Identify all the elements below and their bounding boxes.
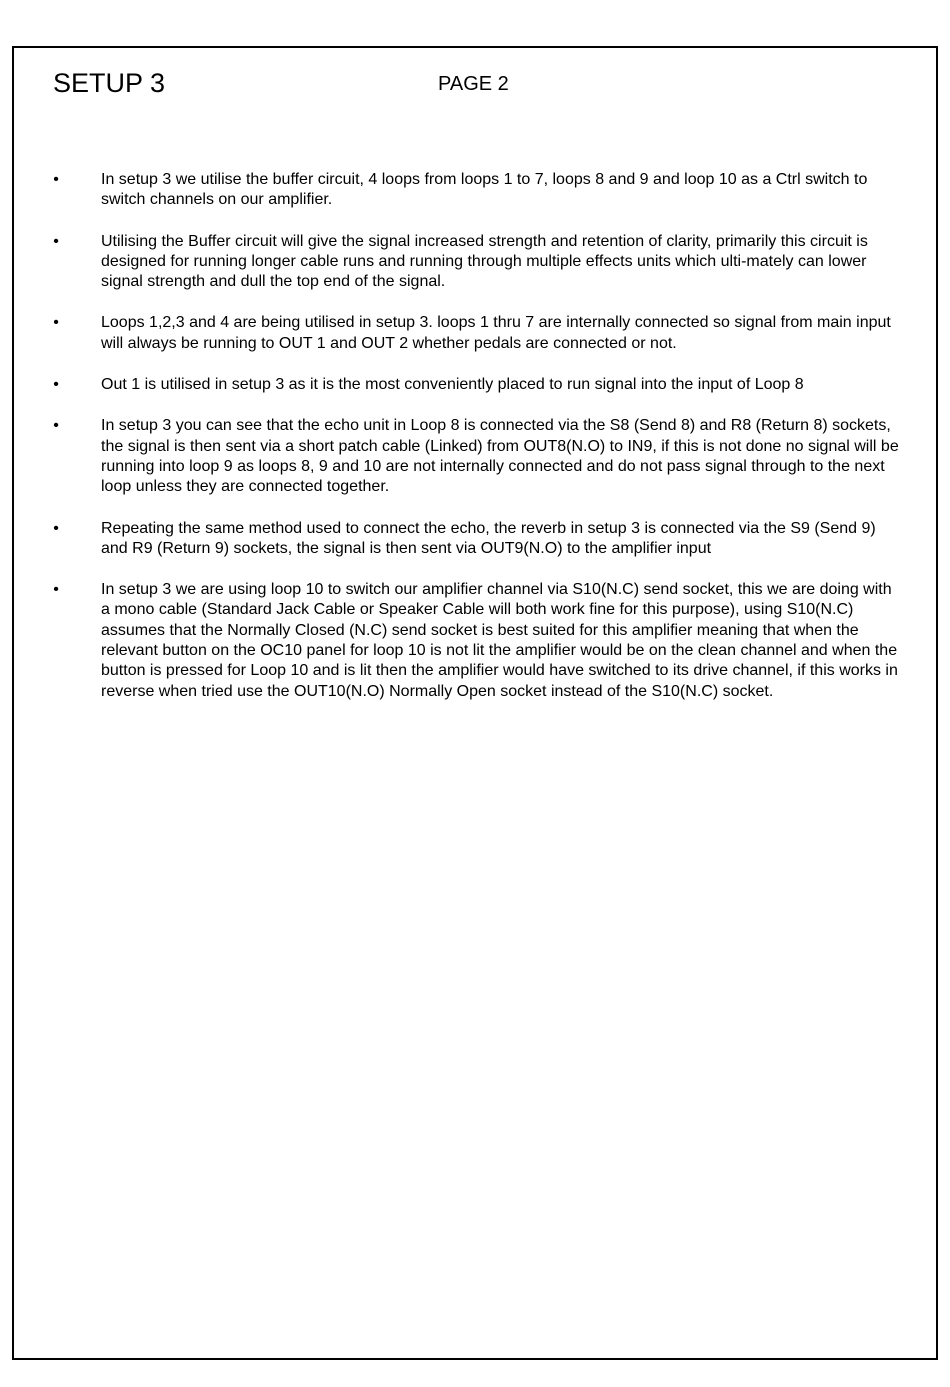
list-item (0, 375, 950, 395)
bullet-icon: • (53, 232, 59, 250)
list-item-text: Repeating the same method used to connect the echo, the reverb in setup 3 is connected via the S9 (Send 9) and R9 (Return 9) sockets, the signal is then sent via OUT9(N.O) to the amplifier input (101, 519, 876, 557)
list-item (0, 519, 950, 560)
page-title: SETUP 3 (53, 68, 166, 98)
bullet-icon: • (53, 171, 59, 188)
bullet-icon: • (53, 417, 59, 435)
list-item-text: In setup 3 we utilise the buffer circuit, 4 loops from loops 1 to 7, loops 8 and 9 and loop 10 as a Ctrl switch to switch channels on our amplifier. (101, 171, 868, 209)
bullet-icon: • (53, 581, 59, 599)
list-item (0, 232, 950, 293)
bullet-icon: • (53, 519, 59, 537)
page-number: PAGE 2 (438, 73, 509, 95)
list-item (0, 580, 950, 702)
bullet-icon: • (53, 376, 59, 394)
list-item-text: Out 1 is utilised in setup 3 as it is the most conveniently placed to run signal into the input of Loop 8 (101, 376, 804, 394)
list-item (0, 416, 950, 497)
list-item-text: Utilising the Buffer circuit will give the signal increased strength and retention of clarity, primarily this circuit is designed for running longer cable runs and running through multiple effects units which ulti-mately can lower signal strength and dull the top end of the signal. (101, 232, 868, 291)
list-item (0, 313, 950, 354)
bullet-icon: • (53, 314, 59, 332)
bullet-list (0, 170, 950, 723)
list-item-text: In setup 3 we are using loop 10 to switch our amplifier channel via S10(N.C) send socket, this we are doing with a mono cable (Standard Jack Cable or Speaker Cable will both work fine for this purpose), using S10(N.C) assumes that the Normally Closed (N.C) send socket is best suited for this amplifier meaning that when the relevant button on the OC10 panel for loop 10 is not lit the amplifier would be on the clean channel and when the button is pressed for Loop 10 and is lit then the amplifier would have switched to its drive channel, if this works in reverse when tried use the OUT10(N.O) Normally Open socket instead of the S10(N.C) socket. (101, 581, 898, 700)
list-item-text: In setup 3 you can see that the echo unit in Loop 8 is connected via the S8 (Send 8) and R8 (Return 8) sockets, the signal is then sent via a short patch cable (Linked) from OUT8(N.O) to IN9, if this is not done no signal will be running into loop 9 as loops 8, 9 and 10 are not internally connected and do not pass signal through to the next loop unless they are connected together. (101, 417, 899, 496)
list-item-text: Loops 1,2,3 and 4 are being utilised in setup 3. loops 1 thru 7 are internally connected so signal from main input will always be running to OUT 1 and OUT 2 whether pedals are connected or not. (101, 314, 891, 352)
list-item (0, 170, 950, 211)
